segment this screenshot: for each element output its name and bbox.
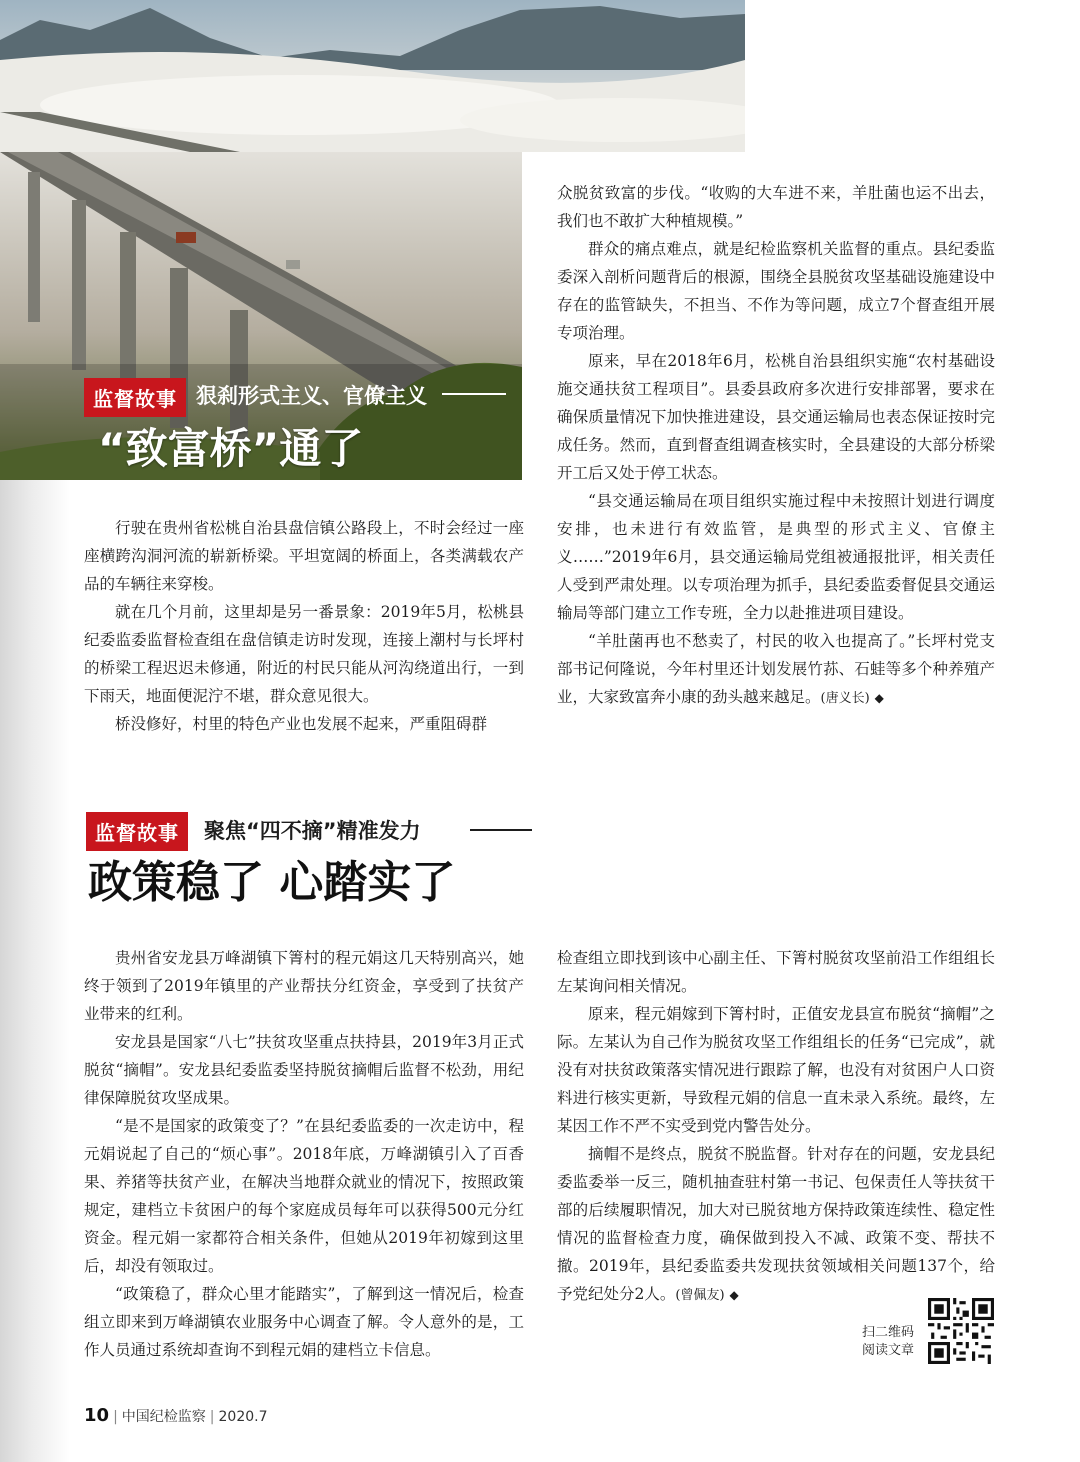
page-binding-shadow (0, 480, 70, 1462)
story1-subtitle: 狠刹形式主义、官僚主义 (196, 384, 427, 408)
story1-byline: (唐义长) (820, 691, 870, 706)
story2-paragraph-last (557, 1140, 995, 1310)
qr-caption-line-1: 扫二维码 (862, 1325, 915, 1340)
story1-paragraph-continued: 众脱贫致富的步伐。“收购的大车进不来，羊肚菌也运不出去，我们也不敢扩大种植规模。” (557, 184, 995, 230)
story2-paragraph: 原来，程元娟嫁到下箐村时，正值安龙县宣布脱贫“摘帽”之际。左某认为自己作为脱贫攻坚工作组组长的任务“已完成”，就没有对扶贫政策落实情况进行跟踪了解，也没有对贫困户人口资料进行核实更新，导致程元娟的信息一直未录入系统。最终，左某因工作不严不实受到党内警告处分。 (557, 1005, 995, 1135)
story2-column-2 (557, 944, 995, 1310)
page-number: 10 (84, 1405, 110, 1426)
footer-separator: | (209, 1409, 215, 1425)
story2-column-1 (84, 944, 524, 1364)
magazine-name: 中国纪检监察 (121, 1409, 206, 1425)
story1-column-2 (557, 179, 995, 713)
story2-subtitle: 聚焦“四不摘”精准发力 (204, 819, 421, 843)
qr-caption (862, 1324, 914, 1360)
story1-paragraph: 就在几个月前，这里却是另一番景象：2019年5月，松桃县纪委监委监督检查组在盘信镇走访时发现，连接上潮村与长坪村的桥梁工程迟迟未修通，附近的村民只能从河沟绕道出行，一到下雨天，地面便泥泞不堪，群众意见很大。 (84, 603, 524, 705)
story1-paragraph-text: “羊肚菌再也不愁卖了，村民的收入也提高了。”长坪村党支部书记何隆说，今年村里还计划发展竹荪、石蛙等多个种养殖产业，大家致富奔小康的劲头越来越足。 (557, 632, 995, 706)
footer-separator: | (113, 1409, 118, 1425)
story1-paragraph: 原来，早在2018年6月，松桃自治县组织实施“农村基础设施交通扶贫工程项目”。县委县政府多次进行安排部署，要求在确保质量情况下加快推进建设，县交通运输局也表态保证按时完成任务。然而，直到督查组调查核实时，全县建设的大部分桥梁开工后又处于停工状态。 (557, 352, 995, 482)
story1-section-tag: 监督故事 (84, 378, 186, 417)
story2-section-tag: 监督故事 (86, 812, 188, 851)
story1-paragraph: 群众的痛点难点，就是纪检监察机关监督的重点。县纪委监委深入剖析问题背后的根源，围绕全县脱贫攻坚基础设施建设中存在的监管缺失，不担当、不作为等问题，成立7个督查组开展专项治理。 (557, 240, 995, 342)
story2-paragraph: 安龙县是国家“八七”扶贫攻坚重点扶持县，2019年3月正式脱贫“摘帽”。安龙县纪委监委坚持脱贫摘帽后监督不松劲，用纪律保障脱贫攻坚成果。 (84, 1033, 524, 1107)
page-footer (84, 1405, 268, 1426)
story2-paragraph: 贵州省安龙县万峰湖镇下箐村的程元娟这几天特别高兴，她终于领到了2019年镇里的产业帮扶分红资金，享受到了扶贫产业带来的红利。 (84, 949, 524, 1023)
story2-paragraph-continued: 检查组立即找到该中心副主任、下箐村脱贫攻坚前沿工作组组长左某询问相关情况。 (557, 949, 995, 995)
qr-code-icon[interactable] (928, 1298, 994, 1364)
story2-paragraph: “是不是国家的政策变了？”在县纪委监委的一次走访中，程元娟说起了自己的“烦心事”。2018年底，万峰湖镇引入了百香果、养猪等扶贫产业，在解决当地群众就业的情况下，按照政策规定，建档立卡贫困户的每个家庭成员每年可以获得500元分红资金。程元娟一家都符合相关条件，但她从2019年初嫁到这里后，却没有领取过。 (84, 1117, 524, 1275)
story2-subtitle-dash (470, 829, 532, 831)
qr-caption-line-2: 阅读文章 (862, 1343, 915, 1358)
story2-headline: 政策稳了 心踏实了 (88, 857, 456, 908)
story1-paragraph-last (557, 627, 995, 713)
issue-number: 2020.7 (218, 1409, 268, 1425)
story2-paragraph-text: 摘帽不是终点，脱贫不脱监督。针对存在的问题，安龙县纪委监委举一反三，随机抽查驻村第一书记、包保责任人等扶贫干部的后续履职情况，加大对已脱贫地方保持政策连续性、稳定性情况的监督检查力度，确保做到投入不减、政策不变、帮扶不撤。2019年，县纪委监委共发现扶贫领域相关问题137个，给予党纪处分2人。 (557, 1145, 995, 1303)
story1-paragraph: “县交通运输局在项目组织实施过程中未按照计划进行调度安排，也未进行有效监管，是典型的形式主义、官僚主义……”2019年6月，县交通运输局党组被通报批评，相关责任人受到严肃处理。以专项治理为抓手，县纪委监委督促县交通运输局等部门建立工作专班，全力以赴推进项目建设。 (557, 492, 995, 622)
story1-column-1 (84, 514, 524, 738)
story1-paragraph: 行驶在贵州省松桃自治县盘信镇公路段上，不时会经过一座座横跨沟洞河流的崭新桥梁。平坦宽阔的桥面上，各类满载农产品的车辆往来穿梭。 (84, 519, 524, 593)
story1-paragraph: 桥没修好，村里的特色产业也发展不起来，严重阻碍群 (115, 715, 488, 733)
story2-end-mark: ◆ (729, 1288, 739, 1302)
story1-subtitle-dash (442, 393, 506, 395)
story2-byline: (曾佩友) (675, 1288, 725, 1303)
hero-photo-top (0, 0, 745, 152)
story1-end-mark: ◆ (874, 691, 884, 705)
story2-paragraph: “政策稳了，群众心里才能踏实”，了解到这一情况后，检查组立即来到万峰湖镇农业服务中心调查了解。令人意外的是，工作人员通过系统却查询不到程元娟的建档立卡信息。 (84, 1285, 524, 1359)
story1-headline: “致富桥”通了 (98, 424, 364, 473)
